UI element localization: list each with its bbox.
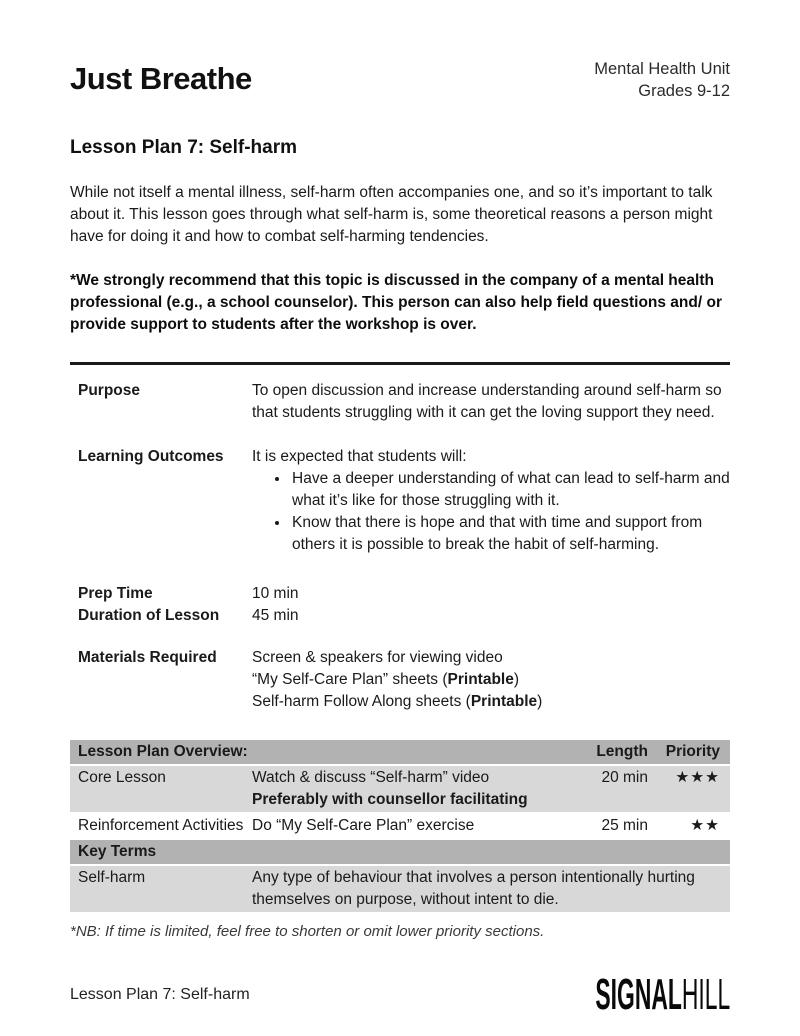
intro-paragraph: While not itself a mental illness, self-harm often accompanies one, and so it’s important to talk about it. This lesson goes through what self-harm is, some theoretical reasons a person might have for doing it and how to combat self-harming tendencies. <box>70 184 713 245</box>
materials-item-printable: Printable <box>447 671 514 688</box>
duration-value: 45 min <box>252 607 299 624</box>
materials-list <box>252 647 730 713</box>
key-terms-header-row <box>70 838 730 864</box>
lesson-details <box>70 380 730 713</box>
table-row-core-lesson <box>70 764 730 812</box>
unit-name: Mental Health Unit <box>594 60 730 78</box>
purpose-text: To open discussion and increase understanding around self-harm so that students struggling with it can get the loving support they need. <box>252 382 722 421</box>
materials-item <box>252 669 730 691</box>
key-terms-header: Key Terms <box>78 843 157 860</box>
key-term-name: Self-harm <box>78 869 146 886</box>
prep-time-label: Prep Time <box>78 585 153 602</box>
activity-priority-stars: ★★ <box>690 817 720 834</box>
lesson-plan-title: Lesson Plan 7: Self-harm <box>70 137 298 158</box>
table-header-row <box>70 740 730 764</box>
purpose-label: Purpose <box>78 382 141 399</box>
outcome-item: • Have a deeper understanding of what can lead to self-harm and what it’s like for those struggling with it. <box>290 468 730 512</box>
materials-item <box>252 691 730 713</box>
outcome-item: • Know that there is hope and that with time and support from others it is possible to break the habit of self-harming. <box>290 512 730 556</box>
prep-time-row <box>70 583 730 605</box>
unit-grades: Grades 9-12 <box>638 82 730 100</box>
unit-info <box>594 58 730 102</box>
document-title: Just Breathe <box>70 61 252 96</box>
learning-outcomes-row <box>70 446 730 556</box>
purpose-row <box>70 380 730 424</box>
activity-description-line: Watch & discuss “Self-harm” video <box>252 769 490 786</box>
footer-lesson-title: Lesson Plan 7: Self-harm <box>70 986 250 1003</box>
key-term-definition: Any type of behaviour that involves a person intentionally hurting themselves on purpose, without intent to die. <box>252 869 695 908</box>
materials-label: Materials Required <box>78 649 217 666</box>
prep-time-value: 10 min <box>252 585 299 602</box>
table-header-priority: Priority <box>665 743 720 760</box>
logo-text-signal: SIGNAL <box>595 970 682 1019</box>
lesson-plan-overview-table <box>70 740 730 912</box>
recommendation-paragraph: *We strongly recommend that this topic is discussed in the company of a mental health professional (e.g., a school counselor). This person can also help field questions and/ or provide support to students after the workshop is over. <box>70 272 722 333</box>
page-header <box>70 58 730 102</box>
activity-length: 25 min <box>601 817 648 834</box>
duration-label: Duration of Lesson <box>78 607 220 624</box>
materials-item: Screen & speakers for viewing video <box>252 649 503 666</box>
signalhill-logo <box>595 970 730 1019</box>
materials-item-text: ) <box>537 693 543 710</box>
materials-row <box>70 647 730 713</box>
materials-item-text: “My Self-Care Plan” sheets ( <box>252 671 448 688</box>
materials-item-text: ) <box>513 671 520 688</box>
page-footer <box>70 970 730 1019</box>
activity-name: Core Lesson <box>78 769 166 786</box>
table-header-length: Length <box>596 743 648 760</box>
learning-outcomes-lead: It is expected that students will: <box>252 448 467 465</box>
activity-length: 20 min <box>601 769 648 786</box>
activity-priority-stars: ★★★ <box>675 769 720 786</box>
activity-name: Reinforcement Activities <box>78 817 244 834</box>
learning-outcomes-list <box>252 468 730 556</box>
materials-item-printable: Printable <box>470 693 538 710</box>
activity-description-note: Preferably with counsellor facilitating <box>252 791 528 808</box>
key-term-row <box>70 864 730 912</box>
activity-description <box>252 767 578 811</box>
table-row-reinforcement <box>70 812 730 838</box>
materials-item-text: Self-harm Follow Along sheets ( <box>252 693 471 710</box>
section-divider <box>70 362 730 365</box>
logo-text-hill: HILL <box>681 970 730 1019</box>
table-header-title: Lesson Plan Overview: <box>78 743 248 760</box>
activity-description: Do “My Self-Care Plan” exercise <box>252 817 475 834</box>
learning-outcomes-content <box>252 446 730 556</box>
duration-row <box>70 605 730 627</box>
learning-outcomes-label: Learning Outcomes <box>78 448 224 465</box>
nb-note: *NB: If time is limited, feel free to shorten or omit lower priority sections. <box>70 923 545 940</box>
